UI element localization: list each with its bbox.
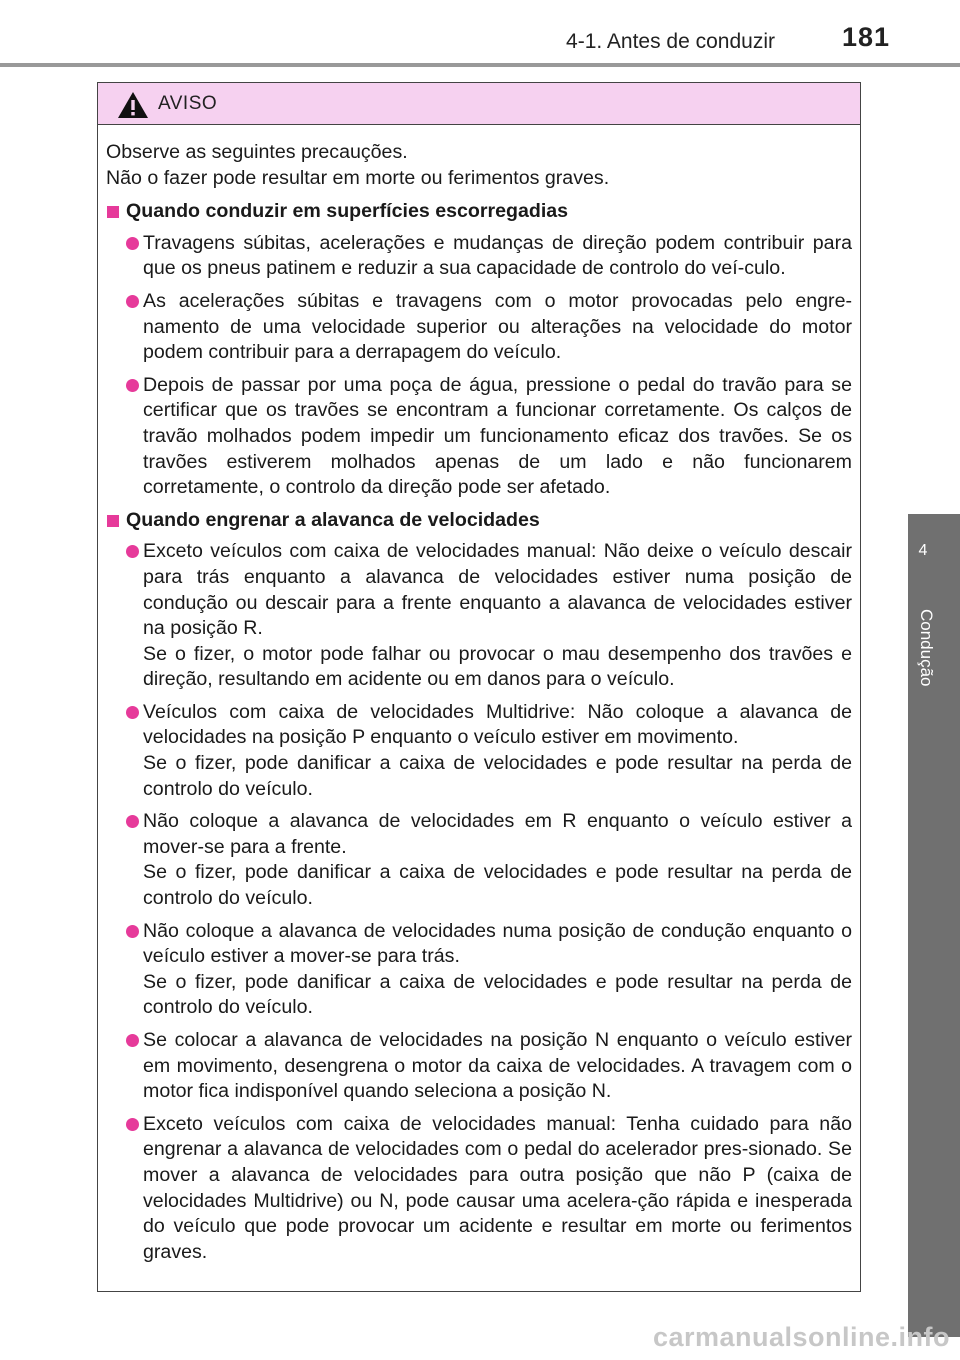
watermark: carmanualsonline.info (652, 1322, 950, 1352)
chapter-number: 4 (918, 542, 928, 559)
warning-body (106, 140, 852, 1272)
warning-title: AVISO (158, 93, 218, 114)
list-item-note: Se o fizer, pode danificar a caixa de velocidades e pode resultar na perda de controlo do veículo. (143, 752, 852, 800)
circle-bullet-icon (126, 706, 139, 719)
square-bullet-icon (107, 515, 119, 527)
intro-line: Observe as seguintes precauções. (106, 141, 408, 163)
list-item-note: Se o fizer, pode danificar a caixa de velocidades e pode resultar na perda de controlo do veículo. (143, 970, 852, 1019)
warning-box (97, 82, 861, 1292)
list-item-text: Veículos com caixa de velocidades Multidrive: Não coloque a alavanca de velocidades na posição P enquanto o veículo estiver em movimento. (143, 700, 852, 749)
list-item (106, 373, 852, 501)
section-title: 4-1. Antes de conduzir (566, 30, 775, 53)
chapter-label: Condução (917, 609, 936, 687)
list-item-text: Travagens súbitas, acelerações e mudanças de direção podem contribuir para que os pneus patinem e reduzir a sua capacidade de controlo do veí-culo. (143, 231, 852, 280)
list-item-note: Se o fizer, o motor pode falhar ou provocar o mau desempenho dos travões e direção, resultando em acidente ou em danos para o veículo. (143, 642, 852, 691)
list-item-text: Não coloque a alavanca de velocidades numa posição de condução enquanto o veículo estiver a mover-se para trás. (143, 919, 852, 968)
circle-bullet-icon (126, 1034, 139, 1047)
chapter-tab (908, 514, 960, 597)
circle-bullet-icon (126, 379, 139, 392)
chapter-side-bar (908, 597, 960, 1337)
list-item (106, 231, 852, 282)
header-divider (0, 63, 960, 67)
intro-line: Não o fazer pode resultar em morte ou ferimentos graves. (106, 166, 610, 189)
list-item-text: Se colocar a alavanca de velocidades na posição N enquanto o veículo estiver em movimento, desengrena o motor da caixa de velocidades. A travagem com o motor fica indisponível quando seleciona a posição N. (143, 1029, 852, 1103)
section-heading (106, 508, 852, 534)
circle-bullet-icon (126, 545, 139, 558)
list-item-text: Depois de passar por uma poça de água, pressione o pedal do travão para se certificar que os travões se encontram a funcionar corretamente. Os calços de travão molhados podem impedir um funcionamento eficaz dos travões. Se os travões estiverem molhados apenas de um lado e não funcionarem corretamente, o controlo da direção pode ser afetado. (143, 373, 852, 499)
list-item-text: Exceto veículos com caixa de velocidades manual: Não deixe o veículo descair para trás enquanto a alavanca de velocidades estiver numa posição de condução ou descair para a frente enquanto a alavanca de velocidades estiver na posição R. (143, 540, 852, 640)
warning-triangle-icon (116, 90, 150, 120)
list-item-note: Se o fizer, pode danificar a caixa de velocidades e pode resultar na perda de controlo do veículo. (143, 861, 852, 910)
circle-bullet-icon (126, 925, 139, 938)
list-item (106, 539, 852, 693)
list-item (106, 919, 852, 1021)
list-item-text: Exceto veículos com caixa de velocidades manual: Tenha cuidado para não engrenar a alavanca de velocidades com o pedal do acelerador pres-sionado. Se mover a alavanca de velocidades para outra posição que não P (caixa de velocidades Multidrive) ou N, pode causar uma acelera-ção rápida e inesperada do veículo que pode provocar um acidente e resultar em morte ou ferimentos graves. (143, 1112, 852, 1263)
section-heading-text: Quando conduzir em superfícies escorregadias (126, 200, 569, 223)
list-item (106, 700, 852, 802)
square-bullet-icon (107, 206, 119, 218)
list-item (106, 1112, 852, 1266)
section-heading-text: Quando engrenar a alavanca de velocidades (126, 508, 540, 531)
circle-bullet-icon (126, 295, 139, 308)
list-item (106, 809, 852, 911)
list-item (106, 289, 852, 366)
circle-bullet-icon (126, 815, 139, 828)
circle-bullet-icon (126, 1118, 139, 1131)
list-item-text: Não coloque a alavanca de velocidades em R enquanto o veículo estiver a mover-se para a frente. (143, 810, 852, 858)
list-item-text: As acelerações súbitas e travagens com o motor provocadas pelo engre-namento de uma velocidade superior ou alterações na velocidade do motor podem contribuir para a derrapagem do veículo. (143, 289, 852, 364)
circle-bullet-icon (126, 237, 139, 250)
warning-intro (106, 140, 852, 191)
warning-header (98, 83, 860, 125)
section-heading (106, 199, 852, 225)
page-number: 181 (841, 22, 890, 52)
list-item (106, 1028, 852, 1105)
